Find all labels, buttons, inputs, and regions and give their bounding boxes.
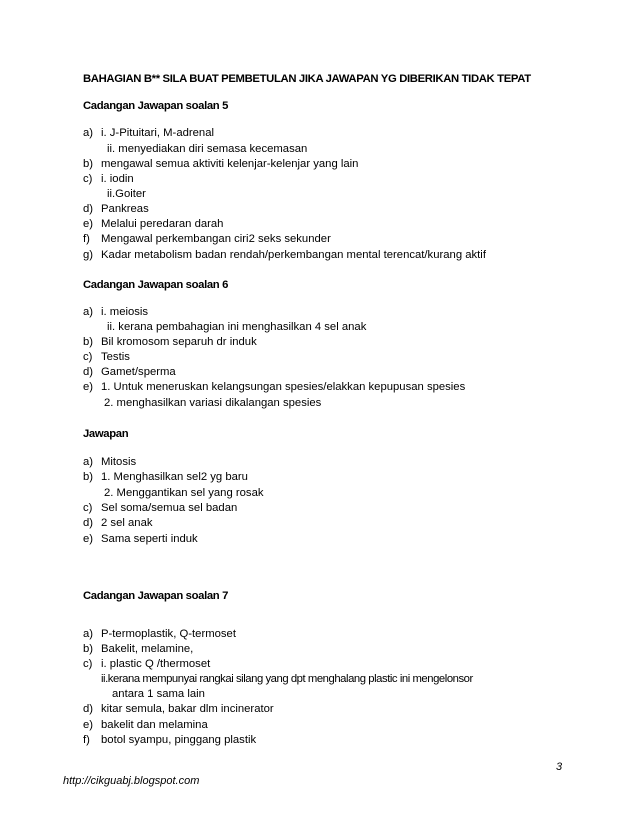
- item-text: 2. Menggantikan sel yang rosak: [104, 487, 264, 499]
- item-label: d): [83, 366, 94, 378]
- item-text: 1. Menghasilkan sel2 yg baru: [101, 471, 248, 483]
- item-text: mengawal semua aktiviti kelenjar-kelenjar yang lain: [101, 158, 359, 170]
- item-label: b): [83, 336, 94, 348]
- item-label: e): [83, 719, 94, 731]
- item-label: d): [83, 203, 94, 215]
- item-label: f): [83, 233, 90, 245]
- section-6-title: Cadangan Jawapan soalan 6: [83, 279, 229, 291]
- item-text: i. meiosis: [101, 306, 149, 318]
- list-item: [83, 470, 603, 486]
- item-label: c): [83, 173, 93, 185]
- section-7-title: Cadangan Jawapan soalan 7: [83, 590, 229, 602]
- list-item: [83, 532, 603, 548]
- list-item: [83, 187, 603, 203]
- item-text: ii.kerana mempunyai rangkai silang yang dpt menghalang plastic ini mengelonsor: [101, 673, 473, 685]
- list-item: [83, 501, 603, 517]
- main-heading: BAHAGIAN B** SILA BUAT PEMBETULAN JIKA JAWAPAN YG DIBERIKAN TIDAK TEPAT: [83, 73, 531, 85]
- item-label: d): [83, 703, 94, 715]
- list-item: [83, 486, 603, 502]
- item-text: Bil kromosom separuh dr induk: [101, 336, 257, 348]
- item-label: a): [83, 628, 94, 640]
- item-text: i. J-Pituitari, M-adrenal: [101, 127, 215, 139]
- item-label: b): [83, 643, 94, 655]
- item-text: antara 1 sama lain: [112, 688, 205, 700]
- item-text: ii. kerana pembahagian ini menghasilkan 4 sel anak: [107, 321, 367, 333]
- jawapan-title: Jawapan: [83, 428, 129, 440]
- item-text: 2 sel anak: [101, 517, 153, 529]
- item-text: P-termoplastik, Q-termoset: [101, 628, 236, 640]
- item-text: Kadar metabolism badan rendah/perkembangan mental terencat/kurang aktif: [101, 249, 486, 261]
- item-text: Gamet/sperma: [101, 366, 176, 378]
- item-text: kitar semula, bakar dlm incinerator: [101, 703, 274, 715]
- list-item: [83, 142, 603, 158]
- list-item: [83, 365, 603, 381]
- list-item: [83, 157, 603, 173]
- list-item: [83, 627, 603, 643]
- item-text: i. plastic Q /thermoset: [101, 658, 211, 670]
- item-text: i. iodin: [101, 173, 134, 185]
- item-label: c): [83, 351, 93, 363]
- item-label: e): [83, 381, 94, 393]
- item-label: e): [83, 533, 94, 545]
- list-item: [83, 248, 603, 264]
- list-item: [83, 232, 603, 248]
- item-label: b): [83, 158, 94, 170]
- item-text: Pankreas: [101, 203, 149, 215]
- list-item: [83, 657, 603, 673]
- list-item: [83, 516, 603, 532]
- item-label: a): [83, 456, 94, 468]
- list-item: [83, 305, 603, 321]
- item-label: e): [83, 218, 94, 230]
- list-item: [83, 217, 603, 233]
- list-item: [83, 642, 603, 658]
- item-text: ii.Goiter: [107, 188, 146, 200]
- list-item: [83, 687, 603, 703]
- item-label: a): [83, 306, 94, 318]
- item-text: 2. menghasilkan variasi dikalangan spesies: [104, 397, 322, 409]
- list-item: [83, 455, 603, 471]
- item-label: a): [83, 127, 94, 139]
- item-label: c): [83, 658, 93, 670]
- list-item: [83, 380, 603, 396]
- item-label: d): [83, 517, 94, 529]
- list-item: [83, 396, 603, 412]
- list-item: [83, 126, 603, 142]
- page-number: 3: [556, 761, 563, 773]
- item-text: Sama seperti induk: [101, 533, 198, 545]
- item-text: bakelit dan melamina: [101, 719, 208, 731]
- item-text: ii. menyediakan diri semasa kecemasan: [107, 143, 308, 155]
- item-text: 1. Untuk meneruskan kelangsungan spesies/elakkan kepupusan spesies: [101, 381, 466, 393]
- section-5-title: Cadangan Jawapan soalan 5: [83, 100, 229, 112]
- list-item: [83, 320, 603, 336]
- item-text: Bakelit, melamine,: [101, 643, 194, 655]
- item-label: f): [83, 734, 90, 746]
- list-item: [83, 733, 603, 749]
- item-text: botol syampu, pinggang plastik: [101, 734, 257, 746]
- list-item: [83, 172, 603, 188]
- item-text: Mengawal perkembangan ciri2 seks sekunder: [101, 233, 331, 245]
- item-text: Melalui peredaran darah: [101, 218, 224, 230]
- item-label: c): [83, 502, 93, 514]
- item-label: g): [83, 249, 94, 261]
- list-item: [83, 718, 603, 734]
- list-item: [83, 350, 603, 366]
- list-item: [83, 202, 603, 218]
- item-text: Sel soma/semua sel badan: [101, 502, 238, 514]
- footer-link[interactable]: http://cikguabj.blogspot.com: [63, 775, 200, 787]
- list-item: [83, 702, 603, 718]
- item-text: Testis: [101, 351, 130, 363]
- item-label: b): [83, 471, 94, 483]
- item-text: Mitosis: [101, 456, 137, 468]
- list-item: [83, 335, 603, 351]
- list-item: [83, 672, 603, 688]
